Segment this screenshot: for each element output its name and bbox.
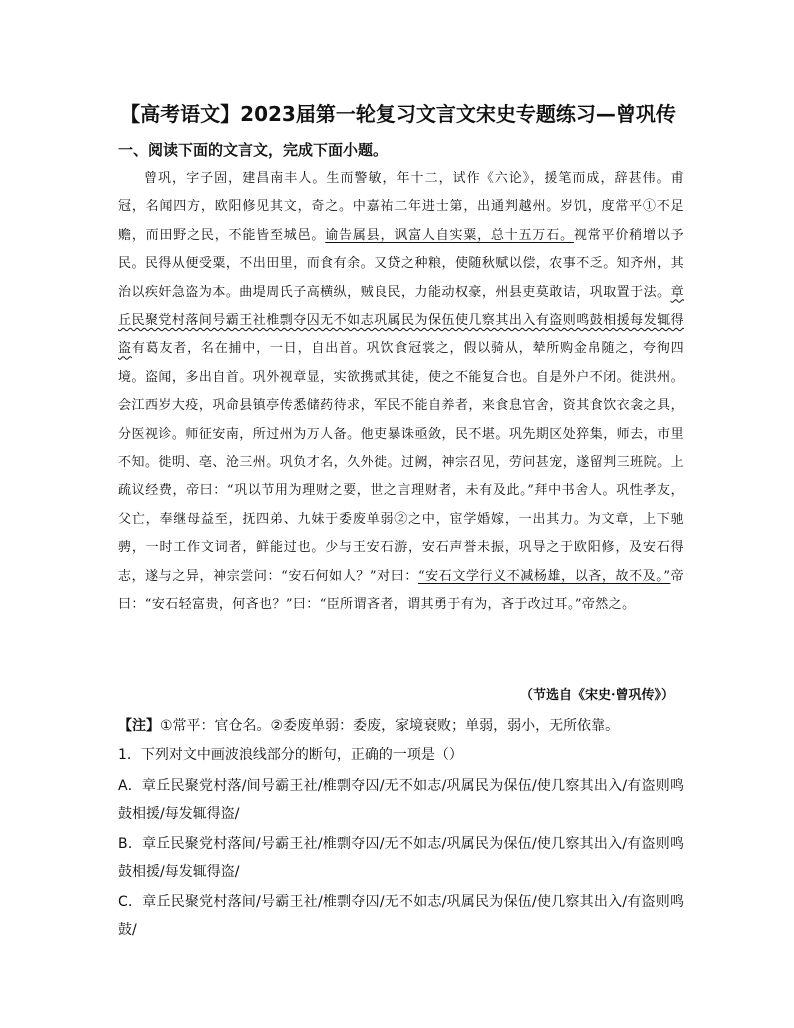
source-citation: （节选自《宋史·曾巩传》） bbox=[519, 688, 674, 703]
annotation bbox=[118, 714, 684, 738]
section-heading: 一、阅读下面的文言文，完成下面小题。 bbox=[118, 141, 389, 159]
answer-options bbox=[118, 773, 684, 947]
wavy-underlined-sentence: 章丘民聚党村落间号霸王社椎剽夺囚无不如志巩属民为保伍使几察其出入有盗则鸣鼓相援每发辄得盗 bbox=[118, 284, 684, 357]
document-title: 【高考语文】2023届第一轮复习文言文宋史专题练习—曾巩传 bbox=[120, 102, 676, 126]
annotation-text: ①常平：官仓名。②委废单弱：委废，家境衰败；单弱，弱小，无所依靠。 bbox=[160, 718, 620, 734]
option-b: B．章丘民聚党村落间/号霸王社/椎剽夺囚/无不如志/巩属民为保伍/使几察其出入/有盗则鸣鼓相援/每发辄得盗/ bbox=[118, 836, 684, 880]
passage-part-4: 帝曰：“安石轻富贵，何吝也？”曰：“臣所谓吝者，谓其勇于有为，吝于改过耳。”帝然之。 bbox=[118, 568, 684, 613]
passage-part-2: 视常平价稍增以予民。民得从便受粟，不出田里，而食有余。又贷之种粮，使随秋赋以偿，农事不乏。知齐州，其治以疾奸急盗为本。曲堤周氏子高横纵，贼良民，力能动权豪，州县吏莫敢诘，巩取置于法。 bbox=[118, 227, 684, 300]
annotation-tag: 【注】 bbox=[118, 718, 160, 734]
classical-passage bbox=[118, 165, 684, 620]
underlined-sentence: 谕告属县，讽富人自实粟，总十五万石。 bbox=[325, 227, 574, 243]
passage-part-1: 曾巩，字子固，建昌南丰人。生而警敏，年十二，试作《六论》，援笔而成，辞甚伟。甫冠，名闻四方，欧阳修见其文，奇之。中嘉祐二年进士第，出通判越州。岁饥，度常平①不足赡，而田野之民，不能皆至城邑。 bbox=[118, 171, 684, 243]
question-prompt: 1．下列对文中画波浪线部分的断句，正确的一项是（） bbox=[118, 747, 463, 763]
passage-part-3: 有葛友者，名在捕中，一日，自出首。巩饮食冠裳之，假以骑从，辇所购金帛随之，夸徇四境。盗闻，多出自首。巩外视章显，实欲携贰其徒，使之不能复合也。自是外户不闭。徙洪州。会江西岁大疫，巩命县镇亭传悉储药待求，军民不能自养者，来食息官舍，资其食饮衣衾之具，分医视诊。师征安南，所过州为万人备。他吏暴诛亟敛，民不堪。巩先期区处猝集，师去，市里不知。徙明、亳、沧三州。巩负才名，久外徙。过阙，神宗召见，劳问甚宠，遂留判三班院。上疏议经费，帝曰：“巩以节用为理财之要，世之言理财者，未有及此。”拜中书舍人。巩性孝友，父亡，奉继母益至，抚四弟、九妹于委废单弱②之中，宦学婚嫁，一出其力。为文章，上下驰骋，一时工作文词者，鲜能过也。少与王安石游，安石声誉未振，巩导之于欧阳修，及安石得志，遂与之异，神宗尝问：“安石何如人？”对曰： bbox=[118, 341, 684, 584]
option-a: A．章丘民聚党村落/间号霸王社/椎剽夺囚/无不如志/巩属民为保伍/使几察其出入/有盗则鸣鼓相援/每发辄得盗/ bbox=[118, 778, 684, 822]
option-c: C．章丘民聚党村落间/号霸王社/椎剽夺囚/无不如志/巩属民为保伍/使几察其出入/有盗则鸣鼓/ bbox=[118, 894, 684, 938]
underlined-quote: “安石文学行义不减杨雄，以吝，故不及。” bbox=[417, 568, 671, 584]
